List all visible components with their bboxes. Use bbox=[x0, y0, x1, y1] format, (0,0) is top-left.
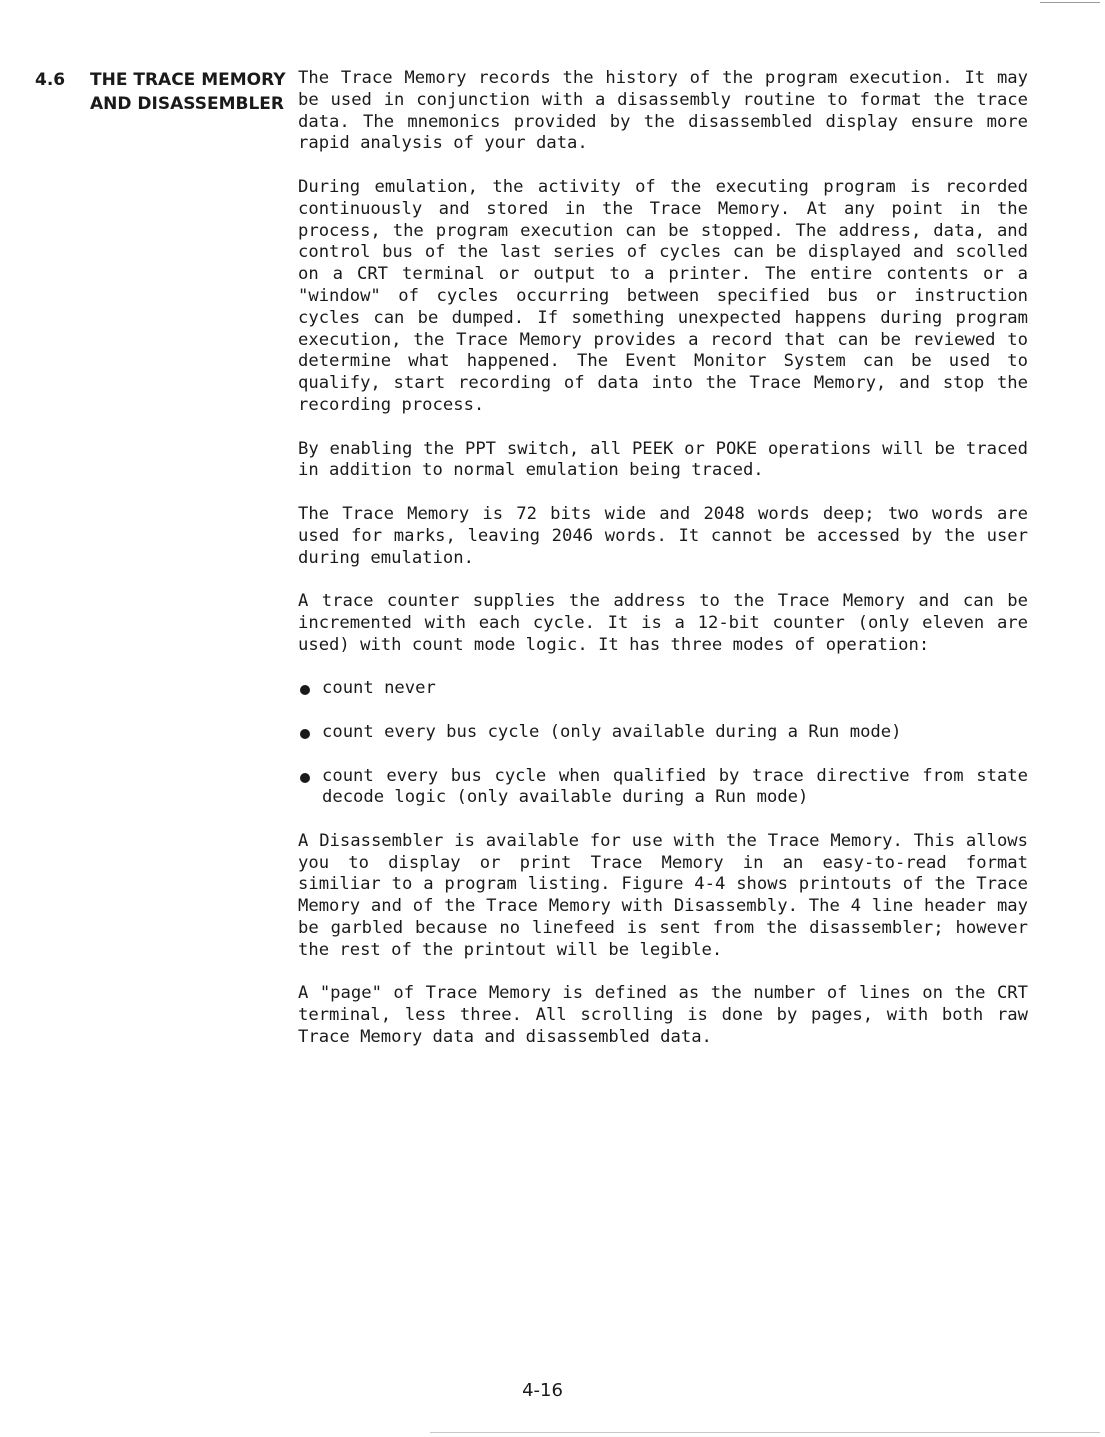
paragraph-trace-counter: A trace counter supplies the address to the Trace Memory and can be incremented with each cycle. It is a 12-bit counter (only eleven are used) with count mode logic. It has three modes of operation: bbox=[298, 591, 1028, 655]
list-item-text: count every bus cycle when qualified by trace directive from state decode logic (only available during a Run mode) bbox=[322, 765, 1028, 808]
paragraph-memory-size: The Trace Memory is 72 bits wide and 2048 words deep; two words are used for marks, leaving 2046 words. It cannot be accessed by the user during emulation. bbox=[298, 503, 1028, 568]
list-item bbox=[298, 678, 1028, 700]
section-title bbox=[90, 68, 286, 116]
scan-artifact-top bbox=[1040, 2, 1100, 3]
paragraph-page-definition: A "page" of Trace Memory is defined as the number of lines on the CRT terminal, less three. All scrolling is done by pages, with both raw Trace Memory data and disassembled data. bbox=[298, 983, 1028, 1048]
list-item bbox=[298, 722, 1028, 744]
list-item-text: count never bbox=[322, 678, 436, 699]
section-number: 4.6 bbox=[35, 70, 66, 90]
bullet-icon bbox=[300, 729, 310, 739]
paragraph-intro: The Trace Memory records the history of the program execution. It may be used in conjunction with a disassembly routine to format the trace data. The mnemonics provided by the disassembled display ensure more rapid analysis of your data. bbox=[298, 68, 1028, 154]
section-title-line-2: AND DISASSEMBLER bbox=[90, 94, 284, 114]
bullet-icon bbox=[300, 685, 310, 695]
scan-artifact-bottom bbox=[430, 1432, 1100, 1433]
list-item bbox=[298, 766, 1028, 810]
section-body bbox=[298, 68, 1028, 1071]
paragraph-disassembler: A Disassembler is available for use with the Trace Memory. This allows you to display or print Trace Memory in an easy-to-read format similiar to a program listing. Figure 4-4 shows printouts of the Trace Memory and of the Trace Memory with Disassembly. The 4 line header may be garbled because no linefeed is sent from the disassembler; however the rest of the printout will be legible. bbox=[298, 830, 1028, 960]
list-item-text: count every bus cycle (only available during a Run mode) bbox=[322, 721, 902, 742]
page-number: 4-16 bbox=[522, 1380, 563, 1401]
paragraph-emulation: During emulation, the activity of the executing program is recorded continuously and stored in the Trace Memory. At any point in the process, the program execution can be stopped. The address, data, and control bus of the last series of cycles can be displayed and scolled on a CRT terminal or output to a printer. The entire contents or a "window" of cycles occurring between specified bus or instruction cycles can be dumped. If something unexpected happens during program execution, the Trace Memory provides a record that can be reviewed to determine what happened. The Event Monitor System can be used to qualify, start recording of data into the Trace Memory, and stop the recording process. bbox=[298, 176, 1028, 415]
paragraph-ppt-switch: By enabling the PPT switch, all PEEK or POKE operations will be traced in addition to normal emulation being traced. bbox=[298, 438, 1028, 481]
bullet-icon bbox=[300, 773, 310, 783]
section-title-line-1: THE TRACE MEMORY bbox=[90, 70, 286, 90]
